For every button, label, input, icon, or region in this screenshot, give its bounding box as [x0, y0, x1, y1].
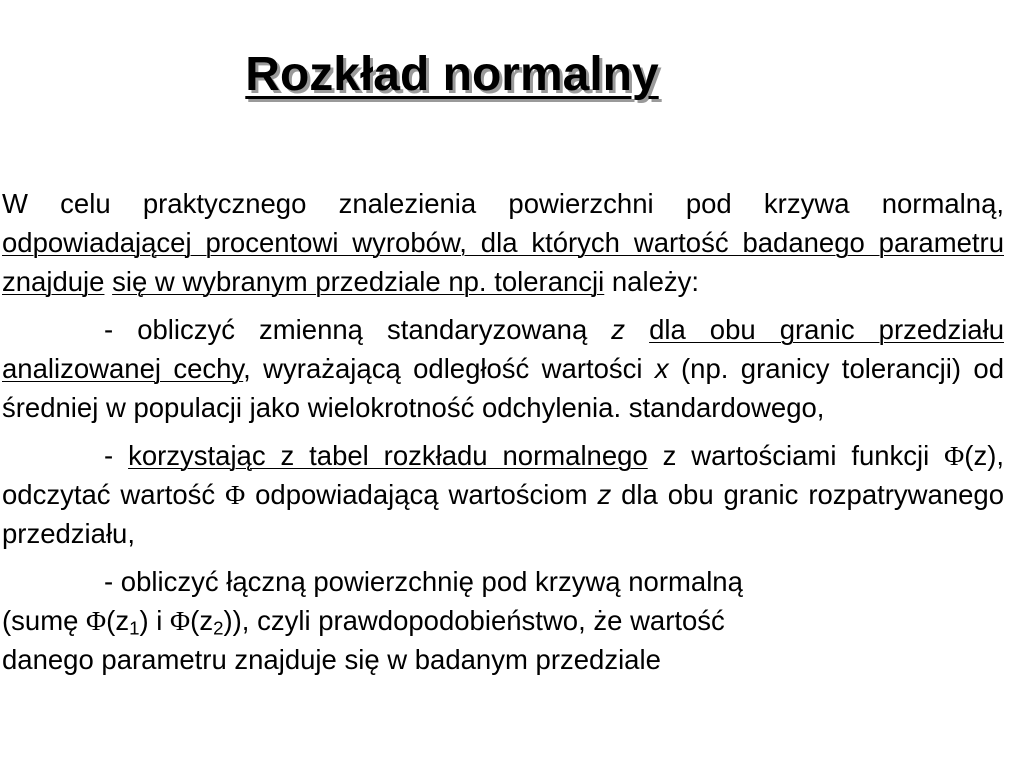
text-segment [104, 266, 112, 297]
subscript: 1 [129, 617, 140, 639]
text-segment: , wyrażającą odległość wartości [243, 353, 655, 384]
text-segment: W celu praktycznego znalezienia powierzchni pod krzywa normalną, [2, 188, 1004, 219]
variable-z: z [611, 314, 626, 345]
paragraph-step-3 [2, 562, 1004, 679]
text-segment: danego parametru znajduje się w badanym przedziale [2, 644, 661, 675]
text-segment: (z), odczytać wartość [2, 440, 1004, 510]
phi-symbol: Φ [86, 605, 107, 636]
variable-z: z [597, 479, 612, 510]
text-segment: - obliczyć łączną powierzchnię pod krzywą normalną [104, 566, 743, 597]
phi-symbol: Φ [225, 479, 246, 510]
underlined-text: się w wybranym przedziale np. tolerancji [112, 266, 605, 297]
text-segment: (sumę [2, 605, 87, 636]
text-segment: (z [106, 605, 130, 636]
text-segment: z wartościami funkcji [647, 440, 945, 471]
underlined-text: korzystając z tabel rozkładu normalnego [128, 440, 648, 471]
underlined-text: odpowiadającej procentowi wyrobów, dla których wartość badanego parametru znajduje [2, 227, 1004, 297]
text-segment [625, 314, 649, 345]
subscript: 2 [213, 617, 224, 639]
text-segment: (z [190, 605, 214, 636]
slide-body [2, 184, 1004, 688]
text-segment: należy: [604, 266, 700, 297]
text-segment: odpowiadającą wartościom [245, 479, 598, 510]
text-segment: - [104, 440, 129, 471]
variable-x: x [654, 353, 669, 384]
paragraph-step-1 [2, 310, 1004, 427]
slide-title: Rozkład normalny [245, 48, 659, 101]
text-segment: ) i [139, 605, 171, 636]
paragraph-intro [2, 184, 1004, 301]
text-segment: (np. granicy tolerancji) od średniej w populacji jako wielokrotność odchylenia. standardowego, [2, 353, 1004, 423]
text-segment: dla obu granic rozpatrywanego przedziału, [2, 479, 1004, 549]
text-segment: )), czyli prawdopodobieństwo, że wartość [223, 605, 725, 636]
phi-symbol: Φ [170, 605, 191, 636]
text-segment: - obliczyć zmienną standaryzowaną [104, 314, 612, 345]
paragraph-step-2 [2, 436, 1004, 553]
phi-symbol: Φ [944, 440, 965, 471]
underlined-text: dla obu granic przedziału analizowanej cechy [2, 314, 1004, 384]
